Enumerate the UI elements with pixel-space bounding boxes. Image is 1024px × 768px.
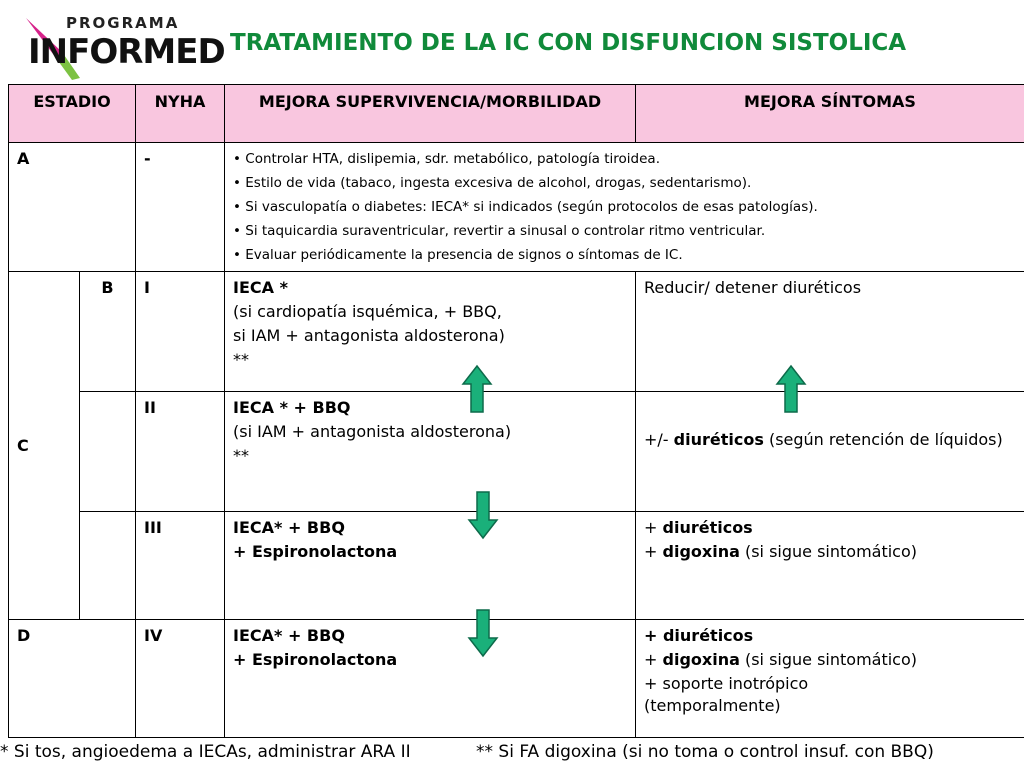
survival-line: IECA* + BBQ (233, 626, 345, 645)
nyha-iv-survival (225, 620, 636, 738)
logo-wordmark: INFORMED (28, 32, 225, 72)
row-nyha-ii (9, 392, 1024, 512)
header-survival: MEJORA SUPERVIVENCIA/MORBILIDAD (225, 85, 636, 143)
stage-b-cell: B (80, 272, 136, 392)
stage-a-bullet: • Si taquicardia suraventricular, revertir a sinusal o controlar ritmo ventricular. (233, 219, 1016, 243)
stage-c-subcell (80, 512, 136, 620)
page-title: TRATAMIENTO DE LA IC CON DISFUNCION SISTOLICA (230, 30, 907, 56)
survival-line: si IAM + antagonista aldosterona) (233, 326, 505, 345)
logo-top-text: PROGRAMA (66, 14, 180, 32)
survival-line: ** (233, 446, 249, 465)
survival-line: (si IAM + antagonista aldosterona) (233, 422, 512, 441)
nyha-i-cell: I (136, 272, 225, 392)
survival-line: IECA* + BBQ (233, 518, 345, 537)
row-stage-d (9, 620, 1024, 738)
nyha-i-survival (225, 272, 636, 392)
header-row (9, 85, 1024, 143)
survival-line: + Espironolactona (233, 650, 398, 669)
symptom-line: + diuréticos (644, 626, 754, 645)
nyha-ii-symptoms (636, 392, 1024, 512)
treatment-table (8, 84, 1024, 738)
symptom-line (644, 540, 1016, 564)
survival-line: + Espironolactona (233, 542, 398, 561)
symptom-note: (si sigue sintomático) (739, 542, 917, 561)
stage-c-subcell (80, 392, 136, 512)
nyha-i-symptoms: Reducir/ detener diuréticos (636, 272, 1024, 392)
arrow-up-icon (460, 364, 494, 414)
header-nyha: NYHA (136, 85, 225, 143)
survival-line: IECA * + BBQ (233, 398, 351, 417)
nyha-iii-survival (225, 512, 636, 620)
row-stage-a (9, 143, 1024, 272)
footnotes (0, 740, 1024, 768)
arrow-down-icon (466, 490, 500, 540)
stage-a-recommendations (225, 143, 1024, 272)
survival-line: IECA * (233, 278, 288, 297)
arrow-up-icon (774, 364, 808, 414)
footnote-digoxina: ** Si FA digoxina (si no toma o control insuf. con BBQ) (476, 742, 934, 762)
footnote-ara: * Si tos, angioedema a IECAs, administrar ARA II (0, 742, 411, 762)
stage-c-cell: C (9, 272, 80, 620)
symptom-line (644, 516, 1016, 540)
stage-d-cell: D (9, 620, 136, 738)
header-estadio: ESTADIO (9, 85, 136, 143)
symptom-drug: diuréticos (662, 518, 753, 537)
symptom-drug: diuréticos (673, 430, 764, 449)
symptom-prefix: + (644, 542, 663, 561)
nyha-iv-symptoms (636, 620, 1024, 738)
survival-line: ** (233, 350, 249, 369)
stage-a-bullet: • Evaluar periódicamente la presencia de signos o síntomas de IC. (233, 243, 1016, 267)
row-nyha-iii (9, 512, 1024, 620)
stage-a-bullet: • Estilo de vida (tabaco, ingesta excesiva de alcohol, drogas, sedentarismo). (233, 171, 1016, 195)
arrow-down-icon (466, 608, 500, 658)
symptom-line (644, 648, 1016, 672)
symptom-note: (si sigue sintomático) (739, 650, 917, 669)
row-nyha-i (9, 272, 1024, 392)
stage-a-cell: A (9, 143, 136, 272)
symptom-prefix: + (644, 650, 663, 669)
symptom-drug: digoxina (662, 650, 740, 669)
nyha-iii-symptoms (636, 512, 1024, 620)
symptom-line: + soporte inotrópico (644, 674, 809, 693)
stage-a-bullet: • Controlar HTA, dislipemia, sdr. metabólico, patología tiroidea. (233, 147, 1016, 171)
nyha-iv-cell: IV (136, 620, 225, 738)
symptom-drug: digoxina (662, 542, 740, 561)
header-symptoms: MEJORA SÍNTOMAS (636, 85, 1024, 143)
symptom-note: (según retención de líquidos) (763, 430, 1003, 449)
symptom-prefix: + (644, 518, 663, 537)
symptom-line: (temporalmente) (644, 696, 781, 715)
programa-informed-logo (22, 12, 225, 80)
nyha-ii-cell: II (136, 392, 225, 512)
symptom-prefix: +/- (644, 430, 674, 449)
stage-a-bullet: • Si vasculopatía o diabetes: IECA* si indicados (según protocolos de esas patologías). (233, 195, 1016, 219)
nyha-a-cell: - (136, 143, 225, 272)
nyha-iii-cell: III (136, 512, 225, 620)
survival-line: (si cardiopatía isquémica, + BBQ, (233, 302, 502, 321)
nyha-ii-survival (225, 392, 636, 512)
